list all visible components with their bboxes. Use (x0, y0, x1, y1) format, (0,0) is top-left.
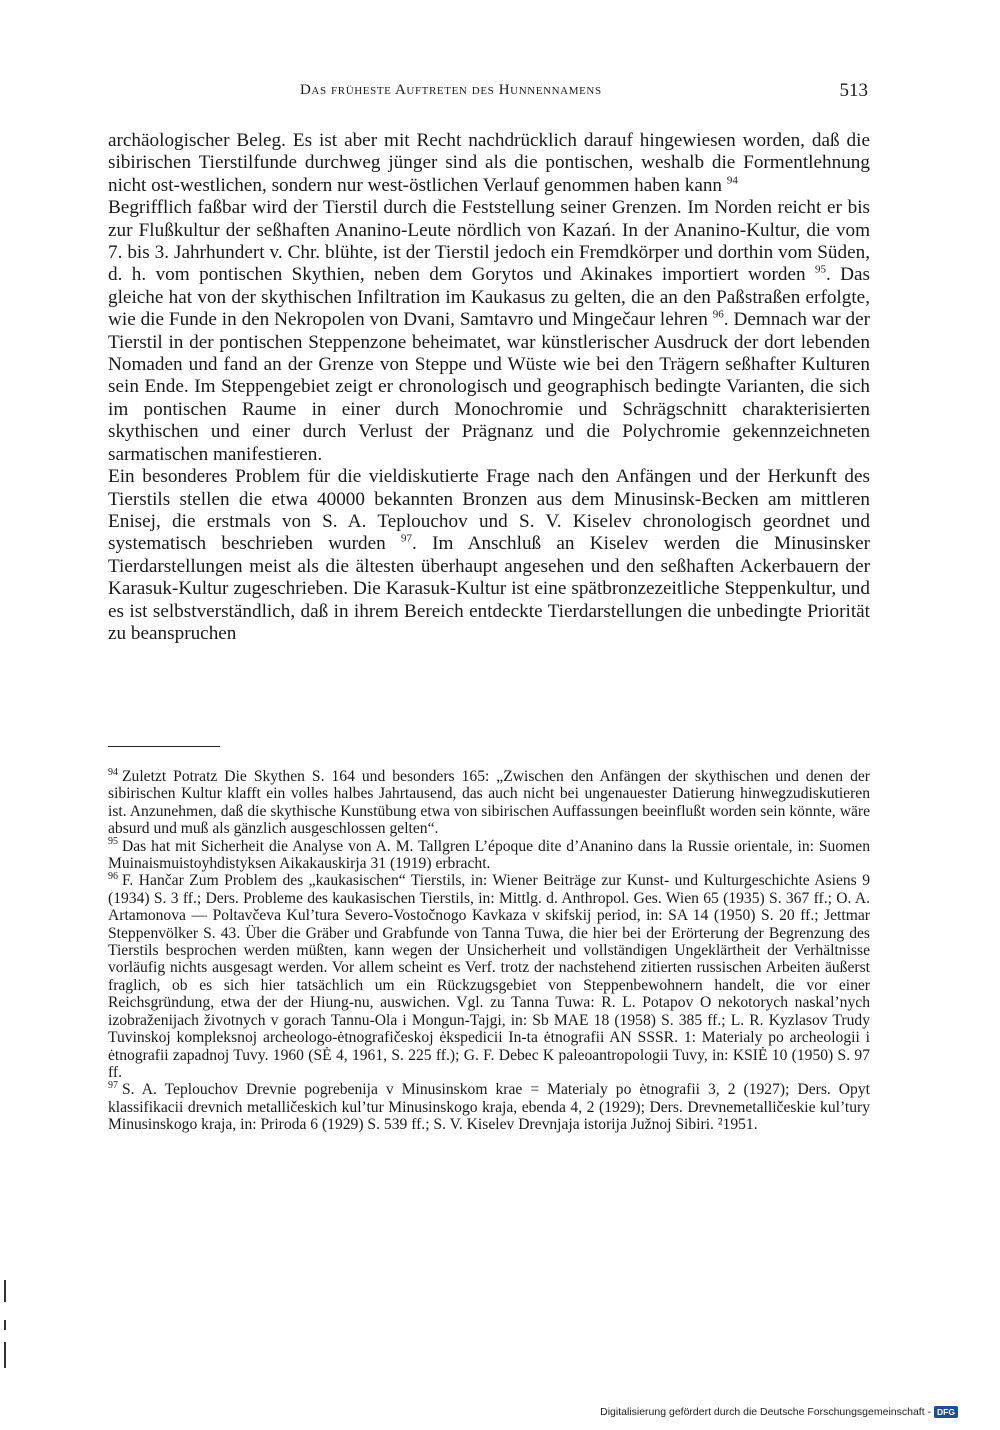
footnote-text: S. A. Teplouchov Drevnie pogrebenija v Minusinskom krae = Materialy po ėtnografii 3, 2 (1927); Ders. Opyt klassifikacii drevnich metalličeskich kul’tur Minusinskogo kraja, ebenda 4, 2 (1929); Ders. Drevnemetalličeskie kul’tury Minusinskogo kraja, in: Priroda 6 (1929) S. 539 ff.; S. V. Kiselev Drevnjaja istorija Južnoj Sibiri. ²1951. (108, 1081, 870, 1134)
paragraph-3-text-b: . Im Anschluß an Kiselev werden die Minusinsker Tierdarstellungen meist als die ältesten überhaupt angesehen und den seßhaften Ackerbauern der Karasuk-Kultur zugeschrieben. Die Karasuk-Kultur ist eine spätbronzezeitliche Steppenkultur, und es ist selbstverständlich, daß in ihrem Bereich entdeckte Tierdarstellungen die unbedingte Priorität zu beanspruchen (108, 533, 870, 644)
paragraph-3 (108, 466, 870, 645)
scan-margin-marks (4, 1280, 8, 1380)
credit-text: Digitalisierung gefördert durch die Deutsche Forschungsgemeinschaft - (600, 1406, 932, 1418)
running-title: Das früheste Auftreten des Hunnennamens (300, 82, 602, 98)
footnote-97 (108, 1081, 870, 1133)
footnote-95 (108, 838, 870, 873)
footnote-94 (108, 768, 870, 838)
footnote-ref-94: 94 (726, 174, 738, 187)
footnote-divider (108, 746, 220, 747)
running-header (108, 82, 868, 106)
margin-mark (4, 1320, 6, 1330)
dfg-logo-icon: DFG (934, 1406, 958, 1418)
footnote-number: 95 (108, 836, 118, 848)
footnote-text: Das hat mit Sicherheit die Analyse von A. M. Tallgren L’époque dite d’Ananino dans la Russie orientale, in: Suomen Muinaismuistoyhdistyksen Aikakauskirja 31 (1919) erbracht. (108, 837, 870, 873)
paragraph-1 (108, 130, 870, 197)
footnote-text: F. Hančar Zum Problem des „kaukasischen“ Tierstils, in: Wiener Beiträge zur Kunst- und Kulturgeschichte Asiens 9 (1934) S. 3 ff.; Ders. Probleme des kaukasischen Tierstils, in: Mittlg. d. Anthropol. Ges. Wien 65 (1935) S. 367 ff.; O. A. Artamonova — Poltavčeva Kul’tura Severo-Vostočnogo Kavkaza v skifskij period, in: SA 14 (1950) S. 20 ff.; Jettmar Steppenvölker S. 43. Über die Gräber und Grabfunde von Tanna Tuwa, die hier bei der Erörterung der Begrenzung des Tierstils besprochen werden müßten, kann wegen der Unsicherheit und vollständigen Ungeklärtheit der Verhältnisse vorläufig nichts ausgesagt werden. Vor allem scheint es Verf. trotz der nachstehend zitierten russischen Arbeiten äußerst fraglich, ob es sich hier tatsächlich um ein Rückzugsgebiet von Steppenbewohnern handelt, die vor einer Reichsgründung, etwa der der Hiung-nu, auswichen. Vgl. zu Tanna Tuwa: R. L. Potapov O nekotorych naskal’nych izobraženijach životnych v gorach Tannu-Ola i Mongun-Tajgi, in: Sb MAE 18 (1958) S. 385 ff.; L. R. Kyzlasov Trudy Tuvinskoj kompleksnoj archeologo-ėtnografičeskoj ėkspedicii In-ta ėtnografii AN SSSR. 1: Materialy po archeologii i ėtnografii zapadnoj Tuvy. 1960 (SĖ 4, 1961, S. 225 ff.); G. F. Debec K paleoantropologii Tuvy, in: KSIĖ 10 (1950) S. 97 ff. (108, 872, 870, 1081)
footnote-text: Zuletzt Potratz Die Skythen S. 164 und besonders 165: „Zwischen den Anfängen der skythischen und denen der sibirischen Kultur klafft ein volles halbes Jahrtausend, das auch nicht bei ungenauester Datierung hinwegzudiskutieren ist. Anzunehmen, daß die skythische Kunstübung etwa von sibirischen Auffassungen beeinflußt worden sein könnte, wäre absurd und muß als gänzlich ausgeschlossen gelten“. (108, 768, 870, 838)
paragraph-2-text-a: Begrifflich faßbar wird der Tierstil durch die Feststellung seiner Grenzen. Im Norden reicht er bis zur Flußkultur der seßhaften Ananino-Leute nördlich von Kazań. In der Ananino-Kultur, die vom 7. bis 3. Jahrhundert v. Chr. blühte, ist der Tierstil jedoch ein Fremdkörper und dorthin vom Süden, d. h. vom pontischen Skythien, neben dem Gorytos und Akinakes importiert worden (108, 197, 870, 286)
footnote-number: 97 (108, 1080, 118, 1092)
paragraph-1-text: archäologischer Beleg. Es ist aber mit Recht nachdrücklich darauf hingewiesen worden, daß die sibirischen Tierstilfunde durchweg jünger sind als die pontischen, weshalb die Formentlehnung nicht ost-westlichen, sondern nur west-östlichen Verlauf genommen haben kann (108, 130, 870, 196)
margin-mark (4, 1280, 6, 1302)
paragraph-2-text-b: . Das gleiche hat von der skythischen Infiltration im Kaukasus zu gelten, die an den Paßstraßen erfolgte, wie die Funde in den Nekropolen von Dvani, Samtavro und Mingečaur lehren (108, 264, 871, 331)
paragraph-3-text-a: Ein besonderes Problem für die vieldiskutierte Frage nach den Anfängen und der Herkunft des Tierstils stellen die etwa 40000 bekannten Bronzen aus dem Minusinsk-Becken am mittleren Enisej, die erstmals von S. A. Teplouchov und S. V. Kiselev chronologisch geordnet und systematisch beschrieben wurden (108, 466, 870, 555)
footnote-ref-96: 96 (712, 308, 724, 321)
paragraph-2 (108, 197, 870, 466)
digitization-credit (600, 1406, 958, 1418)
main-text (108, 130, 870, 645)
footnote-ref-97: 97 (401, 532, 413, 545)
page-number: 513 (839, 80, 868, 101)
footnote-number: 94 (108, 766, 118, 778)
margin-mark (4, 1342, 6, 1368)
footnote-ref-95: 95 (814, 264, 826, 277)
footnote-96 (108, 872, 870, 1081)
paragraph-2-text-c: . Demnach war der Tierstil in der pontischen Steppenzone beheimatet, war künstlerischer Ausdruck der dort lebenden Nomaden und fand an der Grenze von Steppe und Wüste wie bei den Trägern seßhafter Kulturen sein Ende. Im Steppengebiet zeigt er chronologisch und geographisch bedingte Varianten, die sich im pontischen Raume in einer durch Monochromie und Schrägschnitt charakterisierten skythischen und einer durch Verlust der Prägnanz und die Polychromie gekennzeichneten sarmatischen manifestieren. (108, 309, 871, 465)
footnotes (108, 768, 870, 1134)
footnote-number: 96 (108, 871, 118, 883)
